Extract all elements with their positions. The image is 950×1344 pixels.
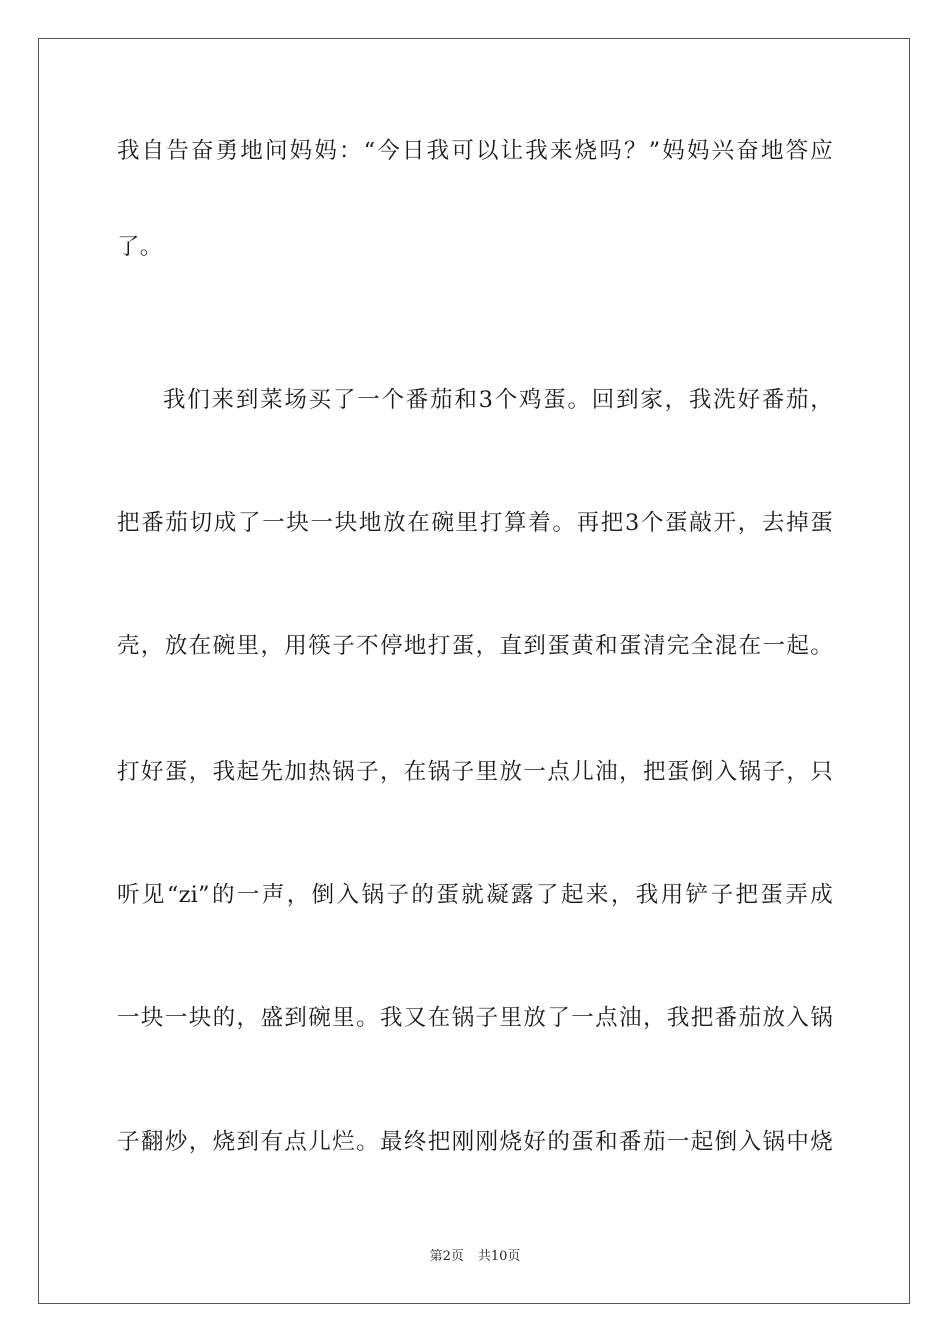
- text-line-6: 打好蛋，我起先加热锅子，在锅子里放一点儿油，把蛋倒入锅子，只: [117, 759, 833, 785]
- text-line-7: 听见“zi”的一声，倒入锅子的蛋就凝露了起来，我用铲子把蛋弄成: [117, 882, 833, 908]
- text-line-2: 了。: [117, 234, 163, 260]
- text-line-9: 子翻炒，烧到有点儿烂。最终把刚刚烧好的蛋和番茄一起倒入锅中烧: [117, 1129, 833, 1155]
- text-line-3: 我们来到菜场买了一个番茄和3个鸡蛋。回到家，我洗好番茄，: [163, 387, 833, 413]
- text-line-1: 我自告奋勇地问妈妈：“今日我可以让我来烧吗？”妈妈兴奋地答应: [117, 138, 833, 164]
- page-total: 共10页: [477, 1249, 521, 1264]
- page-number: 第2页: [429, 1249, 464, 1264]
- text-line-5: 壳，放在碗里，用筷子不停地打蛋，直到蛋黄和蛋清完全混在一起。: [117, 633, 833, 659]
- text-line-8: 一块一块的，盛到碗里。我又在锅子里放了一点油，我把番茄放入锅: [117, 1005, 833, 1031]
- text-line-4: 把番茄切成了一块一块地放在碗里打算着。再把3个蛋敲开，去掉蛋: [117, 510, 833, 536]
- page-footer: [0, 1248, 950, 1266]
- page-border: [38, 38, 910, 1304]
